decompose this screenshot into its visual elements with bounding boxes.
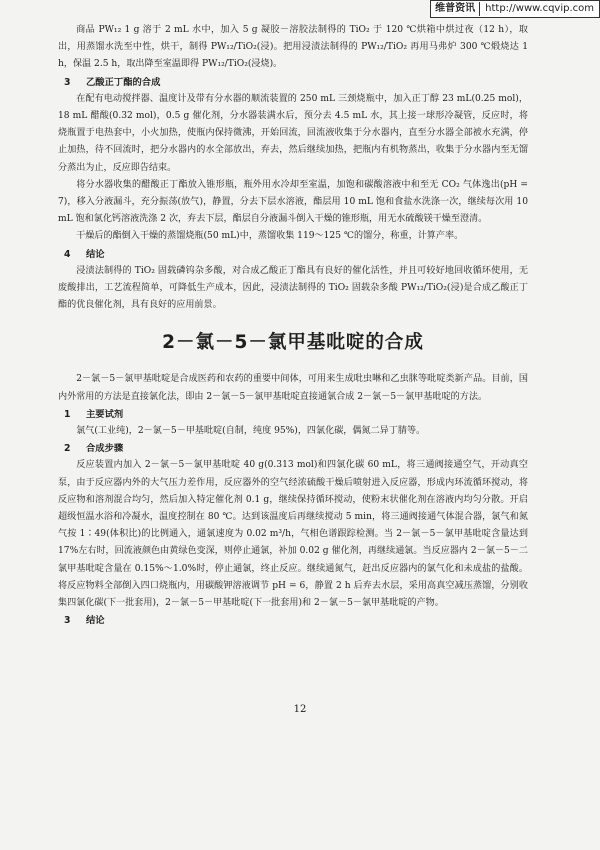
conclusion-paragraph: 浸渍法制得的 TiO₂ 固载磷钨杂多酸，对合成乙酸正丁酯具有良好的催化活性，并且可较好地回收循环使用，无废酸排出，工艺流程简单，可降低生产成本，因此，浸渍法制得的 TiO₂ 固载杂多酸 PW₁₂/TiO₂(浸)是合成乙酸正丁酯的优良催化剂，具有良好的应用前景。: [58, 265, 528, 311]
reagents-paragraph: 氯气(工业纯)，2－氯－5－甲基吡啶(自制，纯度 95%)，四氯化碳，偶氮二异丁腈等。: [76, 426, 426, 437]
article-title: 2－氯－5－氯甲基吡啶的合成: [162, 332, 424, 354]
heading-number: 2: [64, 443, 71, 455]
section-heading-reagents: [58, 406, 528, 423]
heading-text: 结论: [86, 615, 105, 627]
heading-number: 1: [64, 408, 71, 420]
section-heading-article-conclusion: [58, 612, 528, 629]
heading-number: 3: [64, 615, 71, 627]
heading-text: 主要试剂: [86, 408, 124, 420]
steps-paragraph: 反应装置内加入 2－氯－5－氯甲基吡啶 40 g(0.313 mol)和四氯化碳 60 mL，将三通阀接通空气，开动真空泵，由于反应器内外的大气压力差作用，反应器外的空气经浓硫酸干燥后喷射进入反应器，形成内环流循环搅动，将反应物和溶剂混合均匀，然后加入特定催化剂 0.1 g，继续保持循环搅动，使粉末状催化剂在溶液内均匀分散。开启超级恒温水浴和冷凝水，温度控制在 80 ℃。达到该温度后再继续搅动 5 min，将三通阀接通气体混合器，氯气和氮气按 1∶49(体积比)的比例通入，通氯速度为 0.02 m³/h，气相色谱跟踪检测。当 2－氯－5－氯甲基吡啶含量达到 17%左右时，回流液颜色由黄绿色变深，则停止通氯，补加 0.02 g 催化剂，再继续通氯。当反应器内 2－氯－5－二氯甲基吡啶含量在 0.15%～1.0%时，停止通氯，终止反应。继续通氮气，赶出反应器内的氯气化和未成盐的盐酸。将反应物料全部倒入四口烧瓶内，用碳酸钾溶液调节 pH = 6，静置 2 h 后弃去水层，采用高真空减压蒸馏，分别收集四氯化碳(下一批套用)，2－氯－5－甲基吡啶(下一批套用)和 2－氯－5－氯甲基吡啶的产物。: [58, 460, 528, 609]
article-intro-paragraph: 2－氯－5－氯甲基吡啶是合成医药和农药的重要中间体，可用来生成吡虫啉和乙虫脒等吡啶类新产品。目前，国内外常用的方法是直接氯化法，即由 2－氯－5－氯甲基吡啶直接通氯合成 2－氯－5－氯甲基吡啶的方法。: [58, 374, 528, 402]
heading-text: 乙酸正丁酯的合成: [86, 76, 161, 88]
watermark-url[interactable]: http://www.cqvip.com: [485, 3, 594, 14]
section-heading-conclusion: [58, 246, 528, 263]
section-heading-steps: [58, 440, 528, 457]
page-body: [58, 22, 528, 630]
synthesis-paragraph-1: 在配有电动搅拌器、温度计及带有分水器的顺流装置的 250 mL 三颈烧瓶中，加入正丁醇 23 mL(0.25 mol)，18 mL 醋酸(0.32 mol)，0.5 g 催化剂，分水器装满水后，预分去 4.5 mL 水，其上接一球形冷凝管，反应时，将烧瓶置于电热套中，小火加热，使瓶内保持微沸，开始回流，回流液收集于分水器内，直至分水器全部被水充满，停止加热，待不回流时，把分水器内的水全部放出，弃去，然后继续加热，把瓶内有机物蒸出，收集于分水器内至无馏分蒸出为止，反应即告结束。: [58, 93, 528, 173]
heading-number: 4: [64, 248, 71, 260]
synthesis-paragraph-3: 干燥后的酯倒入干燥的蒸馏烧瓶(50 mL)中，蒸馏收集 119～125 ℃的馏分，称重，计算产率。: [76, 231, 464, 242]
synthesis-paragraph-2: 将分水器收集的醋酸正丁酯放入锥形瓶，瓶外用水冷却至室温，加饱和碳酸溶液中和至无 CO₂ 气体逸出(pH = 7)，移入分液漏斗，充分振荡(放气)，静置，分去下层水溶液，酯层用 10 mL 饱和食盐水洗涤一次，继续每次用 10 mL 饱和氯化钙溶液洗涤 2 次，弃去下层，酯层自分液漏斗倒入干燥的锥形瓶，用无水硫酸镁干燥至澄清。: [58, 179, 528, 225]
heading-text: 合成步骤: [86, 443, 124, 455]
watermark-banner: [430, 0, 600, 18]
heading-text: 结论: [86, 248, 105, 260]
watermark-site-name: 维普资讯: [431, 2, 480, 16]
heading-number: 3: [64, 76, 71, 88]
section-heading-synthesis: [58, 74, 528, 91]
prep-paragraph: 商品 PW₁₂ 1 g 溶于 2 mL 水中，加入 5 g 凝胶－溶胶法制得的 TiO₂ 于 120 ℃烘箱中烘过夜（12 h），取出，用蒸馏水洗至中性，烘干，制得 PW₁₂/TiO₂(浸)。把用浸渍法制得的 PW₁₂/TiO₂ 再用马弗炉 300 ℃煅烧达 1 h，保温 2.5 h，取出降至室温即得 PW₁₂/TiO₂(浸烧)。: [58, 25, 528, 70]
page-number: 12: [293, 704, 307, 715]
